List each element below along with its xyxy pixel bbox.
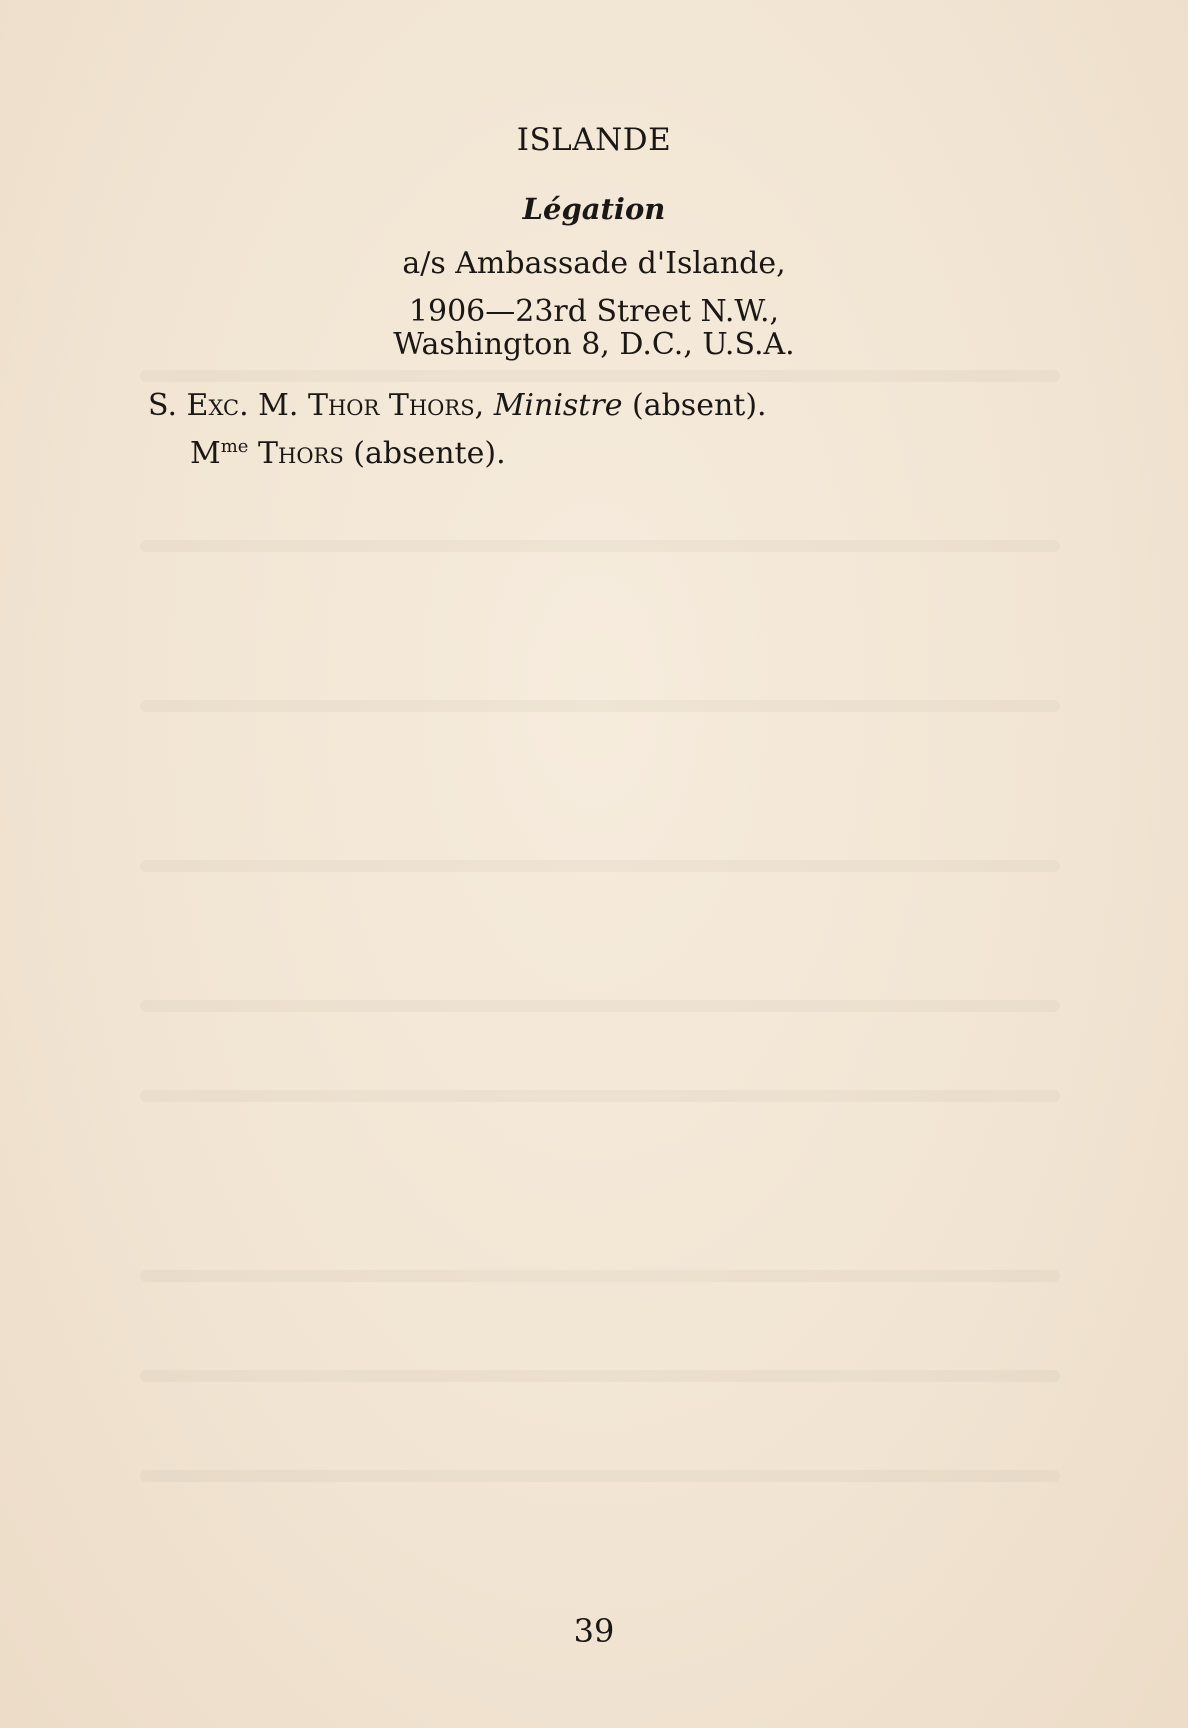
- spouse-honorific-sup: me: [220, 436, 249, 458]
- show-through-mark: [140, 1090, 1060, 1102]
- page-number: 39: [573, 1612, 615, 1650]
- minister-title: Ministre: [493, 388, 623, 423]
- spouse-entry: [190, 436, 506, 471]
- address-line-1: a/s Ambassade d'Islande,: [402, 246, 786, 281]
- spouse-status: (absente).: [353, 436, 506, 471]
- show-through-mark: [140, 540, 1060, 552]
- address-line-3: Washington 8, D.C., U.S.A.: [393, 327, 795, 362]
- show-through-mark: [140, 1370, 1060, 1382]
- minister-name: S. Exc. M. Thor Thors,: [148, 388, 485, 423]
- show-through-mark: [140, 1270, 1060, 1282]
- show-through-mark: [140, 700, 1060, 712]
- country-heading: ISLANDE: [516, 122, 672, 158]
- show-through-mark: [140, 1470, 1060, 1482]
- spouse-honorific: M: [190, 436, 221, 471]
- mission-type: Légation: [522, 192, 666, 226]
- minister-status: (absent).: [632, 388, 767, 423]
- minister-entry: [148, 388, 767, 423]
- show-through-mark: [140, 370, 1060, 382]
- address-line-2: 1906—23rd Street N.W.,: [408, 294, 780, 329]
- spouse-name: Thors: [258, 436, 344, 471]
- show-through-mark: [140, 1000, 1060, 1012]
- show-through-mark: [140, 860, 1060, 872]
